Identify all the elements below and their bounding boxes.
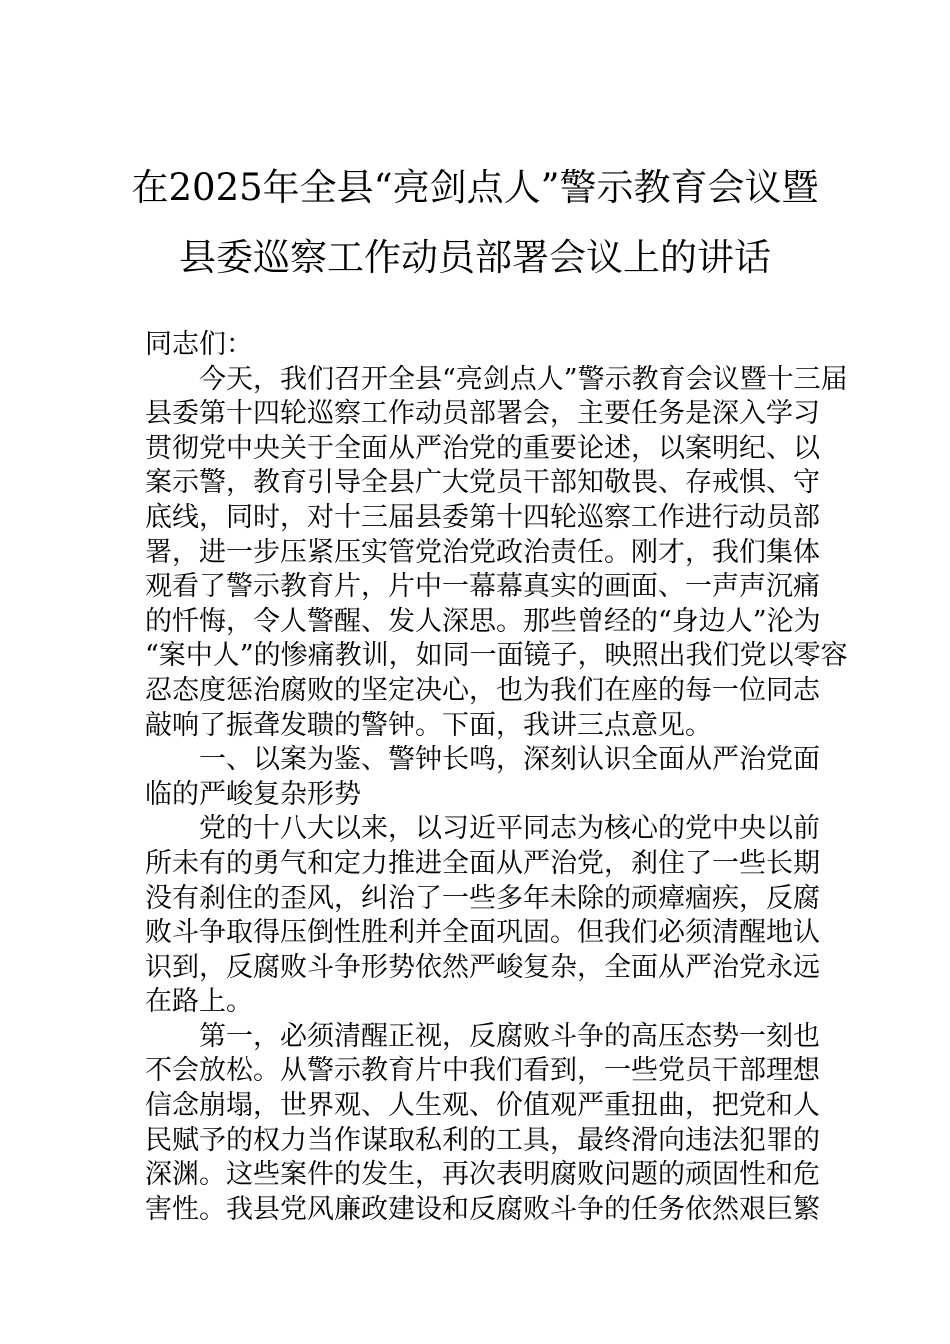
paragraph-line: 底线，同时，对十三届县委第十四轮巡察工作进行动员部: [145, 501, 820, 533]
paragraph-line: 忍态度惩治腐败的坚定决心，也为我们在座的每一位同志: [145, 674, 820, 706]
paragraph-line: 第一，必须清醒正视，反腐败斗争的高压态势一刻也: [199, 1020, 820, 1052]
section-heading-line: 一、以案为鉴、警钟长鸣，深刻认识全面从严治党面: [199, 744, 820, 776]
paragraph-line: 的忏悔，令人警醒、发人深思。那些曾经的“身边人”沦为: [145, 605, 821, 637]
paragraph-line: 党的十八大以来，以习近平同志为核心的党中央以前: [199, 813, 820, 845]
paragraph-line: 署，进一步压紧压实管党治党政治责任。刚才，我们集体: [145, 536, 820, 568]
paragraph-line: 没有刹住的歪风，纠治了一些多年未除的顽瘴痼疾，反腐: [145, 882, 820, 914]
paragraph-line: 不会放松。从警示教育片中我们看到，一些党员干部理想: [145, 1055, 820, 1087]
paragraph-line: 观看了警示教育片，片中一幕幕真实的画面、一声声沉痛: [145, 571, 820, 603]
document-title-line-1: 在2025年全县“亮剑点人”警示教育会议暨: [131, 166, 819, 209]
paragraph-line: 县委第十四轮巡察工作动员部署会，主要任务是深入学习: [145, 398, 820, 430]
paragraph-line: 敲响了振聋发聩的警钟。下面，我讲三点意见。: [145, 709, 712, 741]
paragraph-line: 今天，我们召开全县“亮剑点人”警示教育会议暨十三届: [199, 363, 848, 395]
paragraph-line: 败斗争取得压倒性胜利并全面巩固。但我们必须清醒地认: [145, 917, 820, 949]
paragraph-line: 民赋予的权力当作谋取私利的工具，最终滑向违法犯罪的: [145, 1124, 820, 1156]
paragraph-line: 害性。我县党风廉政建设和反腐败斗争的任务依然艰巨繁: [145, 1193, 820, 1225]
section-heading-line: 临的严峻复杂形势: [145, 778, 361, 810]
salutation: 同志们：: [145, 329, 253, 360]
paragraph-line: “案中人”的惨痛教训，如同一面镜子，映照出我们党以零容: [145, 640, 848, 672]
document-body: [145, 328, 848, 1227]
document-title-line-2: 县委巡察工作动员部署会议上的讲话: [179, 236, 771, 279]
paragraph-line: 贯彻党中央关于全面从严治党的重要论述，以案明纪、以: [145, 432, 820, 464]
paragraph-line: 信念崩塌，世界观、人生观、价值观严重扭曲，把党和人: [145, 1090, 820, 1122]
paragraph-line: 案示警，教育引导全县广大党员干部知敬畏、存戒惧、守: [145, 467, 820, 499]
paragraph-line: 识到，反腐败斗争形势依然严峻复杂，全面从严治党永远: [145, 951, 820, 983]
paragraph-line: 深渊。这些案件的发生，再次表明腐败问题的顽固性和危: [145, 1159, 820, 1191]
paragraph-line: 在路上。: [145, 986, 253, 1018]
paragraph-line: 所未有的勇气和定力推进全面从严治党，刹住了一些长期: [145, 847, 820, 879]
